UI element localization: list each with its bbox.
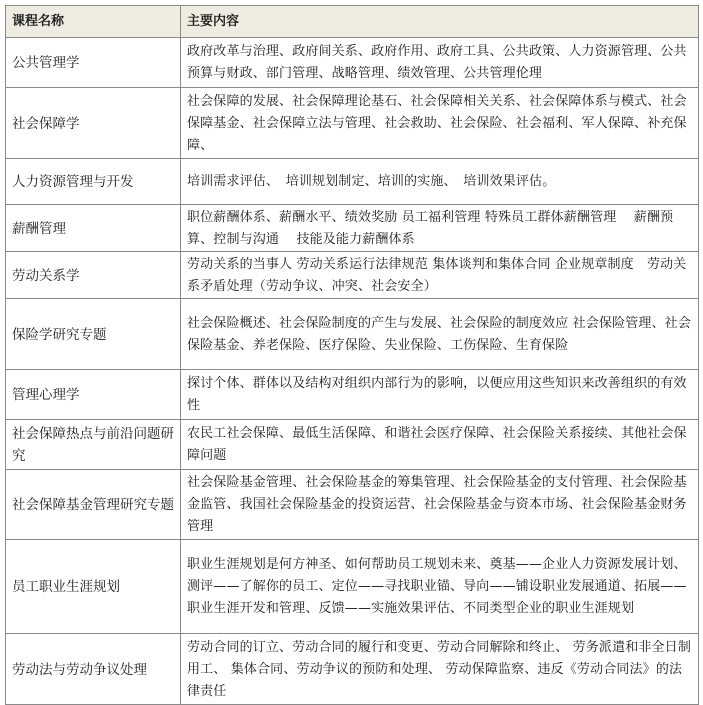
table-row bbox=[6, 370, 699, 420]
course-name-cell: 劳动法与劳动争议处理 bbox=[6, 634, 181, 705]
table-row bbox=[6, 540, 699, 634]
table-row bbox=[6, 420, 699, 470]
course-content-cell: 社会保险基金管理、社会保险基金的筹集管理、社会保险基金的支付管理、社会保险基金监管、我国社会保险基金的投资运营、社会保险基金与资本市场、社会保险基金财务管理 bbox=[181, 470, 699, 540]
table-header-row bbox=[6, 6, 699, 38]
table-row bbox=[6, 252, 699, 299]
course-table bbox=[5, 5, 699, 705]
course-content-cell: 劳动合同的订立、劳动合同的履行和变更、劳动合同解除和终止、 劳务派遣和非全日制用工、 集体合同、劳动争议的预防和处理、 劳动保障监察、违反《劳动合同法》的法律责任 bbox=[181, 634, 699, 705]
table-row bbox=[6, 159, 699, 205]
course-table-page bbox=[5, 5, 698, 705]
table-row bbox=[6, 205, 699, 252]
course-name-cell: 员工职业生涯规划 bbox=[6, 540, 181, 634]
course-content-cell: 职业生涯规划是何方神圣、如何帮助员工规划未来、奠基——企业人力资源发展计划、测评——了解你的员工、定位——寻找职业锚、导向——铺设职业发展通道、拓展——职业生涯开发和管理、反馈——实施效果评估、不同类型企业的职业生涯规划 bbox=[181, 540, 699, 634]
course-name-cell: 社会保障热点与前沿问题研究 bbox=[6, 420, 181, 470]
course-name-cell: 社会保障基金管理研究专题 bbox=[6, 470, 181, 540]
course-content-cell: 培训需求评估、 培训规划制定、培训的实施、 培训效果评估。 bbox=[181, 159, 699, 205]
course-name-cell: 劳动关系学 bbox=[6, 252, 181, 299]
course-name-cell: 薪酬管理 bbox=[6, 205, 181, 252]
course-content-cell: 探讨个体、群体以及结构对组织内部行为的影响，以便应用这些知识来改善组织的有效性 bbox=[181, 370, 699, 420]
table-row bbox=[6, 88, 699, 159]
course-content-cell: 劳动关系的当事人 劳动关系运行法律规范 集体谈判和集体合同 企业规章制度 劳动关系矛盾处理（劳动争议、冲突、社会安全） bbox=[181, 252, 699, 299]
table-row bbox=[6, 299, 699, 370]
header-main-content: 主要内容 bbox=[181, 6, 699, 38]
course-content-cell: 社会保障的发展、社会保障理论基石、社会保障相关关系、社会保障体系与模式、社会保障基金、社会保障立法与管理、社会救助、社会保险、社会福利、军人保障、补充保障、 bbox=[181, 88, 699, 159]
course-name-cell: 人力资源管理与开发 bbox=[6, 159, 181, 205]
course-content-cell: 政府改革与治理、政府间关系、政府作用、政府工具、公共政策、人力资源管理、公共预算与财政、部门管理、战略管理、绩效管理、公共管理伦理 bbox=[181, 38, 699, 88]
table-row bbox=[6, 38, 699, 88]
course-name-cell: 社会保障学 bbox=[6, 88, 181, 159]
course-name-cell: 公共管理学 bbox=[6, 38, 181, 88]
table-row bbox=[6, 634, 699, 705]
course-name-cell: 管理心理学 bbox=[6, 370, 181, 420]
course-content-cell: 职位薪酬体系、薪酬水平、绩效奖励 员工福利管理 特殊员工群体薪酬管理 薪酬预算、控制与沟通 技能及能力薪酬体系 bbox=[181, 205, 699, 252]
header-course-name: 课程名称 bbox=[6, 6, 181, 38]
table-row bbox=[6, 470, 699, 540]
course-content-cell: 农民工社会保障、最低生活保障、和谐社会医疗保障、社会保险关系接续、其他社会保障问题 bbox=[181, 420, 699, 470]
course-name-cell: 保险学研究专题 bbox=[6, 299, 181, 370]
course-content-cell: 社会保险概述、社会保险制度的产生与发展、社会保险的制度效应 社会保险管理、社会保险基金、养老保险、医疗保险、失业保险、工伤保险、生育保险 bbox=[181, 299, 699, 370]
